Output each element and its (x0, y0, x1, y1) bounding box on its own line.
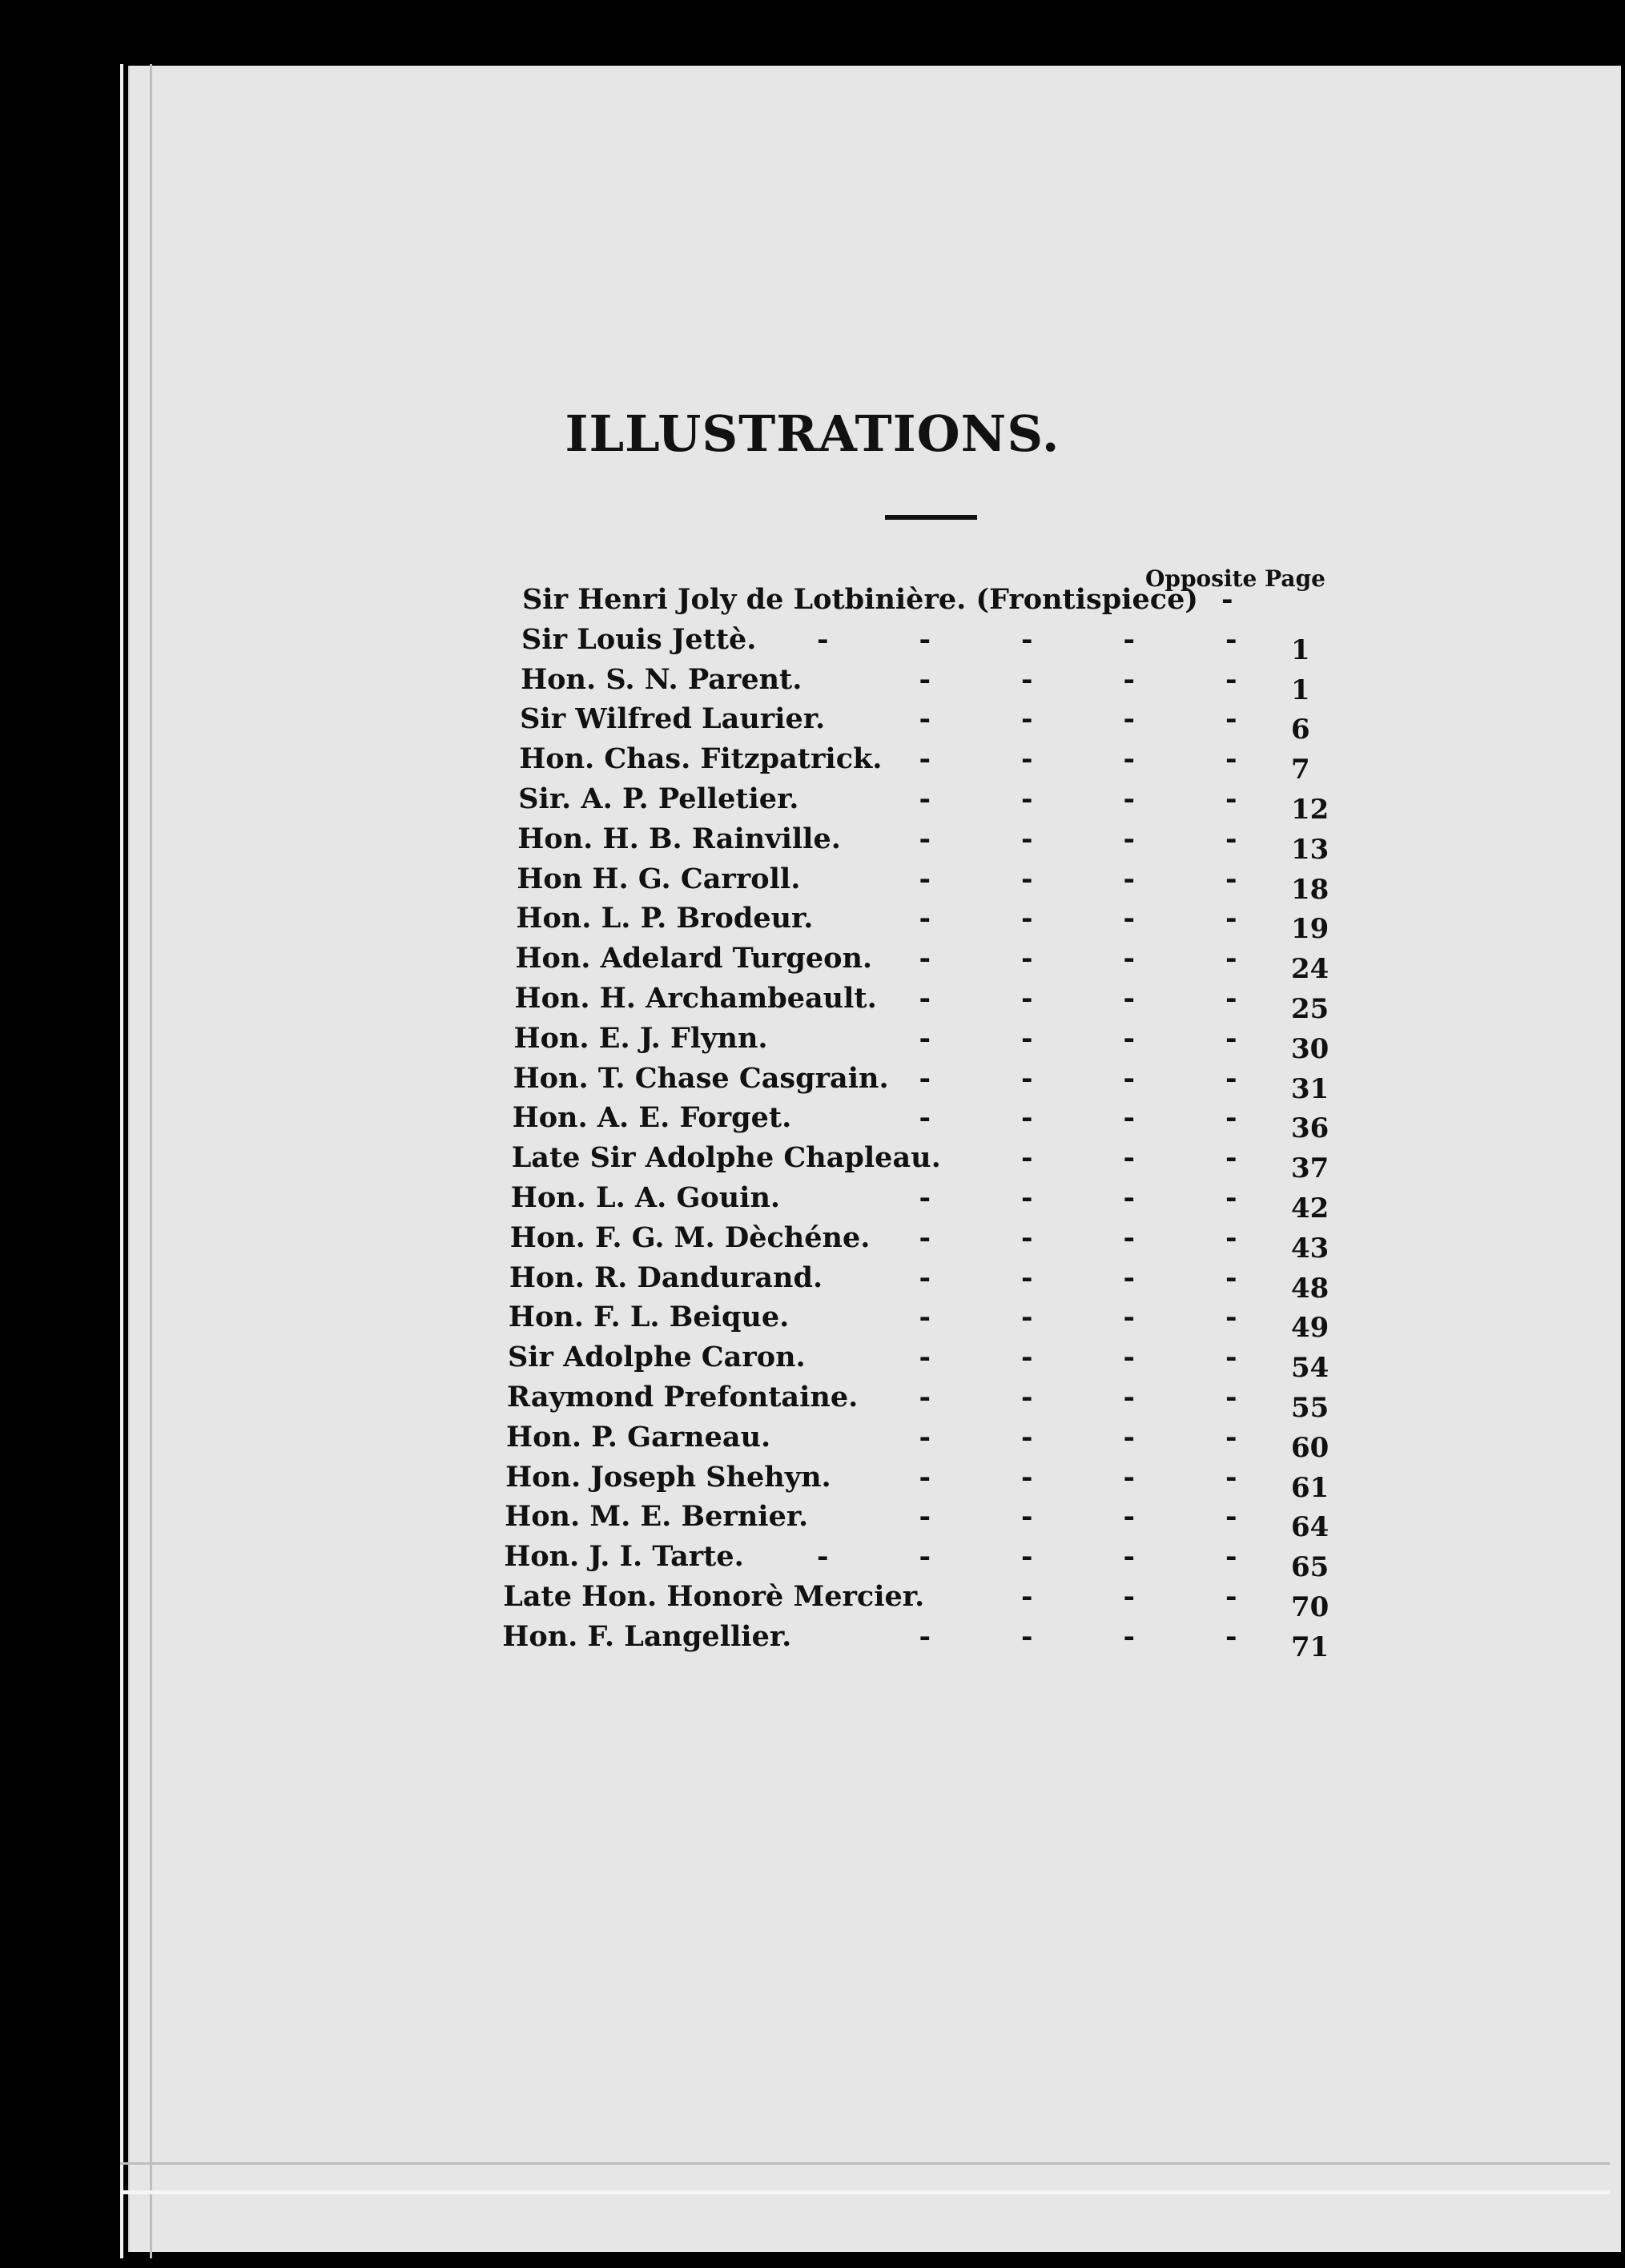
page-number: 48 (1290, 1272, 1329, 1305)
list-item (508, 1301, 1362, 1345)
page-number: 37 (1290, 1152, 1329, 1185)
leader-dashes: - - - - (919, 862, 1237, 895)
list-item (511, 1141, 1362, 1185)
page-number: 54 (1290, 1352, 1329, 1385)
illustration-name: Sir Henri Joly de Lotbinière. (Frontispiece) (522, 583, 1198, 616)
leader-dashes: - - - - (919, 982, 1237, 1015)
leader-dashes: - - - - (919, 662, 1237, 696)
page-number: 1 (1290, 674, 1310, 706)
illustration-name: Hon. H. B. Rainville. (517, 822, 841, 855)
list-item (507, 1341, 1362, 1385)
page-number: 19 (1290, 913, 1329, 946)
illustration-name: Raymond Prefontaine. (507, 1381, 859, 1413)
page-number: 12 (1291, 794, 1329, 826)
leader-dashes: - - - - (919, 1460, 1237, 1494)
leader-dashes: - - - - (919, 902, 1237, 935)
page-number: 65 (1290, 1551, 1329, 1584)
list-item (507, 1381, 1362, 1424)
list-item (514, 982, 1362, 1025)
illustration-name: Sir Louis Jettè. (521, 622, 757, 656)
page-number: 31 (1290, 1072, 1329, 1105)
page-number: 60 (1290, 1431, 1329, 1464)
list-item (504, 1540, 1362, 1584)
leader-dashes: - - - - - (816, 622, 1237, 656)
illustration-name: Sir. A. P. Pelletier. (518, 782, 799, 815)
illustration-name: Sir Adolphe Caron. (507, 1341, 806, 1374)
page-number: 61 (1290, 1471, 1329, 1504)
list-item (512, 1101, 1362, 1145)
leader-dashes: - - - - (919, 1101, 1237, 1135)
illustration-name: Hon. Chas. Fitzpatrick. (519, 742, 883, 776)
list-item (506, 1420, 1362, 1464)
page-number: 18 (1290, 873, 1329, 906)
list-item (518, 782, 1362, 826)
leader-dashes: - - - - (919, 1261, 1237, 1294)
leader-dashes: - - - - (919, 1061, 1237, 1095)
list-item (520, 702, 1362, 746)
page-number: 1 (1290, 633, 1310, 666)
leader-dashes: - - - - (919, 782, 1237, 815)
page-number: 42 (1291, 1192, 1329, 1224)
list-item (505, 1460, 1362, 1504)
leader-dashes: - - - (1021, 1580, 1237, 1613)
list-item (515, 942, 1362, 986)
list-item (522, 583, 1362, 623)
leader-dashes: - - - - (919, 942, 1237, 975)
list-item (505, 1500, 1362, 1544)
leader-dashes: - - - - (919, 1341, 1237, 1374)
list-item (510, 1181, 1362, 1224)
leader-dashes: - (1221, 583, 1233, 616)
page-number: 6 (1290, 714, 1310, 746)
page-number: 70 (1291, 1591, 1329, 1623)
illustration-name: Hon. T. Chase Casgrain. (513, 1061, 889, 1095)
leader-dashes: - - - - (919, 1021, 1237, 1055)
page-number: 71 (1290, 1631, 1329, 1663)
leader-dashes: - - - - (919, 1220, 1237, 1254)
illustration-name: Hon. L. P. Brodeur. (516, 902, 814, 935)
list-item (521, 662, 1362, 706)
illustration-name: Late Hon. Honorè Mercier. (503, 1580, 925, 1613)
page-number: 36 (1290, 1112, 1329, 1145)
leader-dashes: - - - - (919, 1420, 1237, 1454)
leader-dashes: - - - - (919, 1381, 1237, 1413)
list-item (517, 862, 1362, 906)
page-number: 7 (1290, 754, 1310, 786)
page-title: ILLUSTRATIONS. (565, 404, 1060, 463)
illustration-name: Hon. P. Garneau. (506, 1420, 771, 1454)
leader-dashes: - - - - (919, 822, 1237, 855)
illustration-name: Hon. M. E. Bernier. (505, 1500, 809, 1534)
list-item (519, 742, 1362, 786)
leader-dashes: - - - - (919, 1301, 1237, 1334)
list-item (521, 622, 1362, 666)
page-number: 49 (1290, 1312, 1329, 1345)
illustration-name: Hon. L. A. Gouin. (510, 1181, 781, 1214)
page-number: 13 (1290, 833, 1329, 866)
illustration-name: Hon H. G. Carroll. (517, 862, 801, 895)
illustration-name: Hon. Joseph Shehyn. (505, 1460, 831, 1494)
page-number: 25 (1291, 993, 1329, 1025)
illustration-name: Hon. R. Dandurand. (509, 1261, 823, 1294)
list-item (509, 1220, 1362, 1265)
page-number: 64 (1290, 1511, 1329, 1544)
illustration-name: Hon. F. Langellier. (502, 1619, 792, 1653)
list-item (509, 1261, 1362, 1305)
list-item (516, 902, 1362, 946)
leader-dashes: - - - - (919, 702, 1237, 736)
illustration-name: Hon. H. Archambeault. (514, 982, 877, 1015)
page-number: 43 (1290, 1232, 1329, 1265)
list-item (502, 1619, 1362, 1663)
list-item (513, 1061, 1362, 1105)
illustration-name: Hon. A. E. Forget. (512, 1101, 792, 1135)
illustration-name: Hon. E. J. Flynn. (513, 1021, 768, 1055)
leader-dashes: - - - - (919, 1500, 1237, 1534)
page-number: 55 (1291, 1392, 1329, 1424)
illustration-name: Sir Wilfred Laurier. (520, 702, 826, 736)
leader-dashes: - - - (1020, 1141, 1237, 1175)
illustration-name: Hon. F. G. M. Dèchéne. (509, 1220, 871, 1254)
column-header-opposite-page: Opposite Page (1145, 565, 1325, 592)
leader-dashes: - - - - (919, 1181, 1237, 1214)
leader-dashes: - - - - (919, 742, 1237, 776)
page-number: 24 (1290, 953, 1329, 986)
leader-dashes: - - - - (919, 1619, 1237, 1653)
illustration-name: Hon. J. I. Tarte. (504, 1540, 744, 1574)
list-item (503, 1580, 1362, 1623)
page-number: 30 (1290, 1032, 1329, 1065)
illustration-name: Late Sir Adolphe Chapleau. (511, 1141, 941, 1175)
leader-dashes: - - - - - (816, 1540, 1237, 1574)
list-item (517, 822, 1362, 866)
illustration-name: Hon. F. L. Beique. (508, 1301, 790, 1334)
illustration-name: Hon. Adelard Turgeon. (515, 942, 873, 975)
illustration-name: Hon. S. N. Parent. (521, 662, 802, 696)
list-item (513, 1021, 1362, 1065)
